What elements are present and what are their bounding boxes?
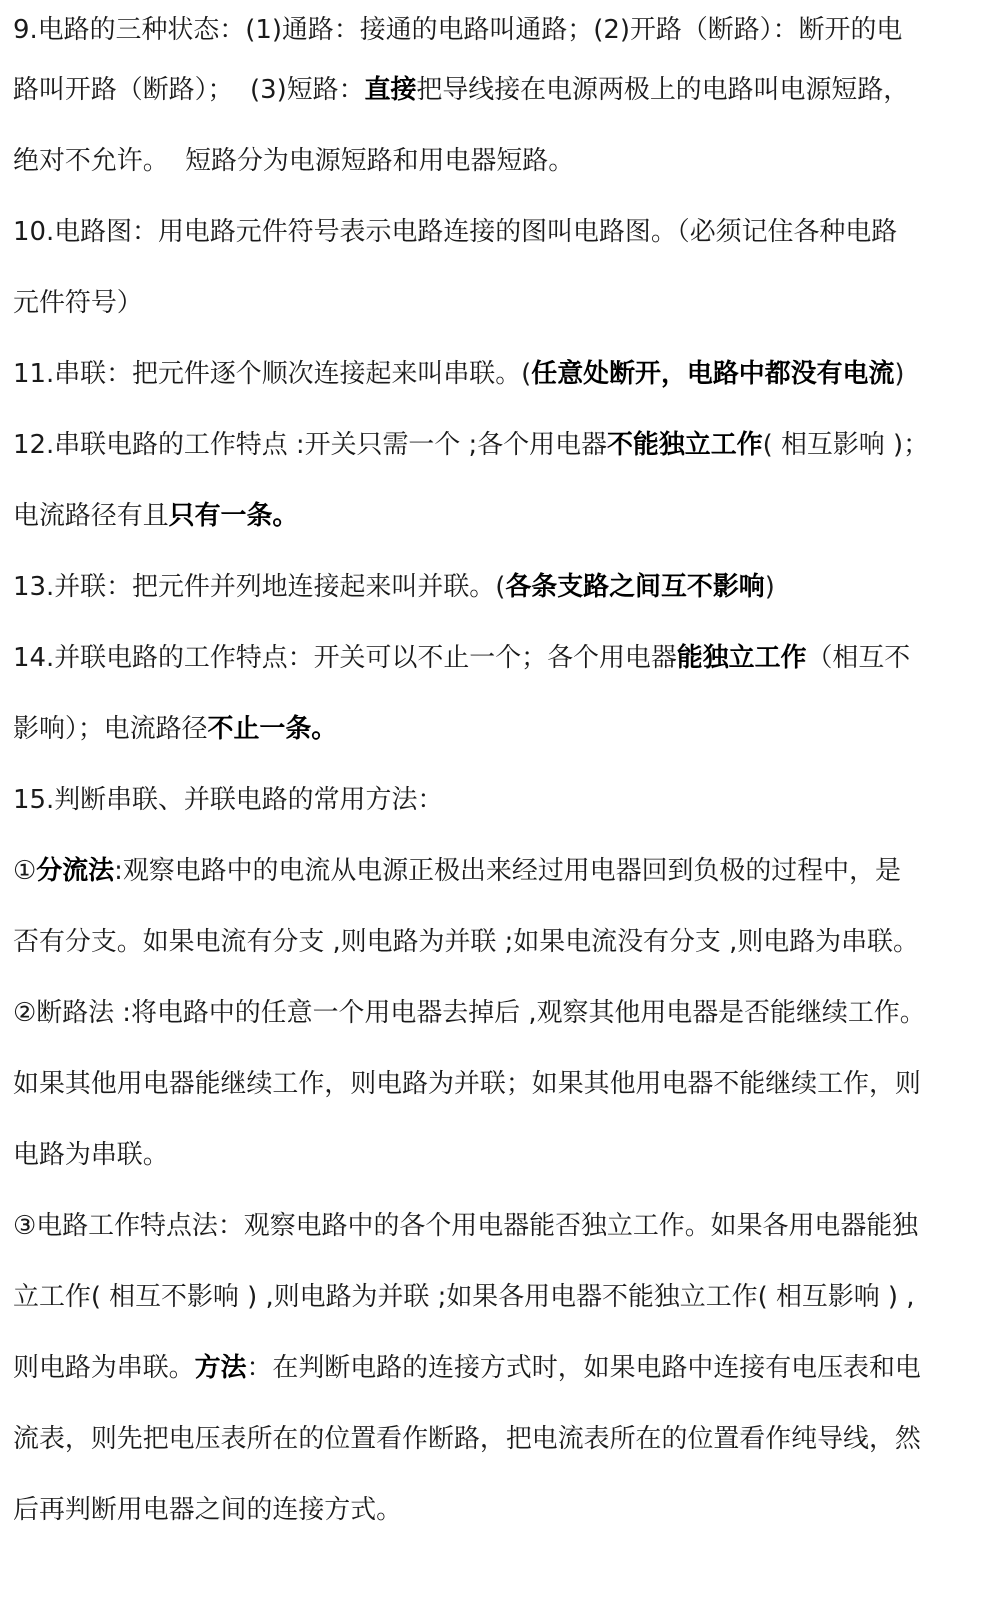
bold-text: 只有一条。 (168, 501, 299, 531)
text-line (13, 983, 983, 1054)
text-segment: 12.串联电路的工作特点 :开关只需一个 ;各个用电器 (13, 430, 607, 460)
text-segment: 9.电路的三种状态：(1)通路：接通的电路叫通路；(2)开路（断路）：断开的电 (13, 15, 903, 45)
text-line (13, 486, 983, 557)
text-segment: ②断路法 :将电路中的任意一个用电器去掉后 ,观察其他用电器是否能继续工作。 (13, 998, 926, 1028)
text-line (13, 699, 983, 770)
document-body (13, 0, 983, 1551)
text-line (13, 557, 983, 628)
text-segment: ) (764, 572, 775, 602)
text-line (13, 1480, 983, 1551)
text-segment: 把导线接在电源两极上的电路叫电源短路， (416, 75, 910, 105)
bold-text: 方法 (194, 1353, 247, 1383)
text-line (13, 841, 983, 912)
text-segment: 如果其他用电器能继续工作，则电路为并联；如果其他用电器不能继续工作，则 (13, 1069, 921, 1099)
text-segment: ① (13, 856, 37, 886)
text-line (13, 60, 983, 131)
text-line (13, 1125, 983, 1196)
text-line (13, 1054, 983, 1125)
text-line (13, 770, 983, 841)
text-line (13, 1196, 983, 1267)
text-segment: （相互不 (806, 643, 911, 673)
text-segment: 流表，则先把电压表所在的位置看作断路，把电流表所在的位置看作纯导线，然 (13, 1424, 921, 1454)
text-segment: 元件符号） (13, 288, 143, 318)
bold-text: 任意处断开，电路中都没有电流 (531, 359, 895, 389)
text-segment: ③电路工作特点法：观察电路中的各个用电器能否独立工作。如果各用电器能独 (13, 1211, 919, 1241)
text-segment: 绝对不允许。 短路分为电源短路和用电器短路。 (13, 146, 575, 176)
text-line (13, 415, 983, 486)
text-segment: 立工作( 相互不影响 ) ,则电路为并联 ;如果各用电器不能独立工作( 相互影响 ) , (13, 1282, 915, 1312)
bold-text: 各条支路之间互不影响 (505, 572, 765, 602)
text-line (13, 273, 983, 344)
text-segment: 则电路为串联。 (13, 1353, 195, 1383)
text-segment: 后再判断用电器之间的连接方式。 (13, 1495, 403, 1525)
text-line (13, 628, 983, 699)
text-segment: 15.判断串联、并联电路的常用方法： (13, 785, 444, 815)
text-line (13, 1338, 983, 1409)
text-line (13, 0, 983, 60)
bold-text: 分流法 (36, 856, 115, 886)
text-segment: ：在判断电路的连接方式时，如果电路中连接有电压表和电 (246, 1353, 921, 1383)
text-segment: 11.串联：把元件逐个顺次连接起来叫串联。( (13, 359, 532, 389)
bold-text: 不能独立工作 (606, 430, 763, 460)
text-line (13, 131, 983, 202)
text-segment: 14.并联电路的工作特点：开关可以不止一个；各个用电器 (13, 643, 677, 673)
text-line (13, 1267, 983, 1338)
text-segment: 电流路径有且 (13, 501, 169, 531)
text-segment: 否有分支。如果电流有分支 ,则电路为并联 ;如果电流没有分支 ,则电路为串联。 (13, 927, 919, 957)
text-segment: 10.电路图：用电路元件符号表示电路连接的图叫电路图。（必须记住各种电路 (13, 217, 898, 247)
text-line (13, 1409, 983, 1480)
bold-text: 直接 (364, 75, 417, 105)
text-segment: ) (894, 359, 905, 389)
text-segment: ( 相互影响 )； (762, 430, 930, 460)
text-segment: :观察电路中的电流从电源正极出来经过用电器回到负极的过程中，是 (114, 856, 901, 886)
bold-text: 不止一条。 (207, 714, 338, 744)
bold-text: 能独立工作 (676, 643, 807, 673)
text-line (13, 202, 983, 273)
text-segment: 路叫开路（断路）； (3)短路： (13, 75, 365, 105)
text-segment: 影响）；电流路径 (13, 714, 208, 744)
text-line (13, 344, 983, 415)
text-segment: 13.并联：把元件并列地连接起来叫并联。( (13, 572, 506, 602)
text-line (13, 912, 983, 983)
text-segment: 电路为串联。 (13, 1140, 169, 1170)
